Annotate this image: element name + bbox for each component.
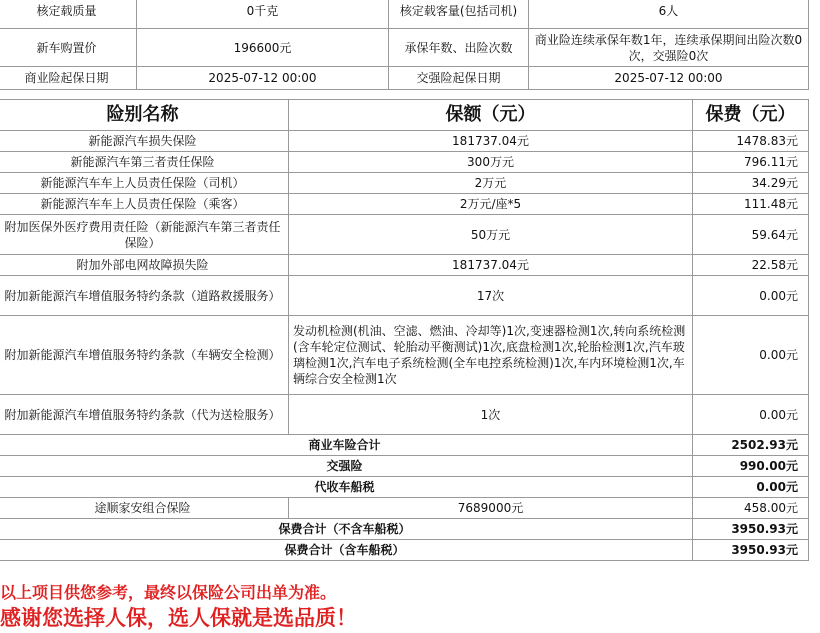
info-label: 新车购置价 [0, 29, 137, 67]
coverage-premium: 0.00元 [693, 395, 809, 435]
coverage-name: 新能源汽车损失保险 [0, 131, 289, 152]
insurance-table [0, 99, 809, 561]
coverage-premium: 1478.83元 [693, 131, 809, 152]
coverage-name: 新能源汽车第三者责任保险 [0, 152, 289, 173]
coverage-amount: 2万元/座*5 [289, 194, 693, 215]
table-row [0, 255, 809, 276]
coverage-premium: 111.48元 [693, 194, 809, 215]
coverage-amount: 2万元 [289, 173, 693, 194]
coverage-name: 新能源汽车车上人员责任保险（司机） [0, 173, 289, 194]
info-label: 承保年数、出险次数 [389, 29, 529, 67]
table-row [0, 194, 809, 215]
table-row [0, 131, 809, 152]
total-excl-tax-label: 保费合计（不含车船税） [0, 519, 693, 540]
info-value: 2025-07-12 00:00 [529, 67, 809, 90]
info-label: 核定载客量(包括司机) [389, 0, 529, 29]
coverage-name: 附加医保外医疗费用责任险（新能源汽车第三者责任保险） [0, 215, 289, 255]
info-label: 交强险起保日期 [389, 67, 529, 90]
total-row [0, 519, 809, 540]
info-value: 2025-07-12 00:00 [137, 67, 389, 90]
coverage-amount: 50万元 [289, 215, 693, 255]
table-row [0, 215, 809, 255]
coverage-amount: 181737.04元 [289, 255, 693, 276]
info-label: 商业险起保日期 [0, 67, 137, 90]
vehicle-tax-value: 0.00元 [693, 477, 809, 498]
combo-amount: 7689000元 [289, 498, 693, 519]
table-row [0, 395, 809, 435]
coverage-amount: 17次 [289, 276, 693, 316]
header-name: 险别名称 [0, 100, 289, 131]
info-value: 商业险连续承保年数1年，连续承保期间出险次数0次，交强险0次 [529, 29, 809, 67]
coverage-premium: 34.29元 [693, 173, 809, 194]
info-label: 核定载质量 [0, 0, 137, 29]
coverage-premium: 0.00元 [693, 316, 809, 395]
coverage-amount: 181737.04元 [289, 131, 693, 152]
compulsory-value: 990.00元 [693, 456, 809, 477]
vehicle-tax-label: 代收车船税 [0, 477, 693, 498]
disclaimer-note: 以上项目供您参考，最终以保险公司出单为准。 [0, 583, 337, 602]
total-incl-tax-value: 3950.93元 [693, 540, 809, 561]
total-incl-tax-label: 保费合计（含车船税） [0, 540, 693, 561]
coverage-name: 新能源汽车车上人员责任保险（乘客） [0, 194, 289, 215]
commercial-total-label: 商业车险合计 [0, 435, 693, 456]
coverage-name: 附加新能源汽车增值服务特约条款（代为送检服务） [0, 395, 289, 435]
info-value: 6人 [529, 0, 809, 29]
table-header [0, 100, 809, 131]
commercial-total-value: 2502.93元 [693, 435, 809, 456]
table-row [0, 498, 809, 519]
coverage-name: 附加新能源汽车增值服务特约条款（道路救援服务） [0, 276, 289, 316]
info-value: 196600元 [137, 29, 389, 67]
coverage-premium: 0.00元 [693, 276, 809, 316]
coverage-amount: 发动机检测(机油、空滤、燃油、冷却等)1次,变速器检测1次,转向系统检测(含车轮定位测试、轮胎动平衡测试)1次,底盘检测1次,轮胎检测1次,汽车玻璃检测1次,汽车电子系统检测(全车电控系统检测)1次,车内环境检测1次,车辆综合安全检测1次 [289, 316, 693, 395]
table-row [0, 276, 809, 316]
subtotal-row [0, 456, 809, 477]
coverage-premium: 59.64元 [693, 215, 809, 255]
header-amount: 保额（元） [289, 100, 693, 131]
coverage-amount: 1次 [289, 395, 693, 435]
subtotal-row [0, 477, 809, 498]
total-excl-tax-value: 3950.93元 [693, 519, 809, 540]
subtotal-row [0, 435, 809, 456]
table-row [0, 152, 809, 173]
coverage-premium: 22.58元 [693, 255, 809, 276]
thanks-note: 感谢您选择人保，选人保就是选品质！ [0, 606, 357, 630]
table-row [0, 173, 809, 194]
coverage-amount: 300万元 [289, 152, 693, 173]
total-row [0, 540, 809, 561]
combo-premium: 458.00元 [693, 498, 809, 519]
coverage-name: 附加外部电网故障损失险 [0, 255, 289, 276]
compulsory-label: 交强险 [0, 456, 693, 477]
table-row [0, 316, 809, 395]
combo-name: 途顺家安组合保险 [0, 498, 289, 519]
header-premium: 保费（元） [693, 100, 809, 131]
vehicle-info-table [0, 0, 809, 90]
info-value: 0千克 [137, 0, 389, 29]
coverage-premium: 796.11元 [693, 152, 809, 173]
coverage-name: 附加新能源汽车增值服务特约条款（车辆安全检测） [0, 316, 289, 395]
